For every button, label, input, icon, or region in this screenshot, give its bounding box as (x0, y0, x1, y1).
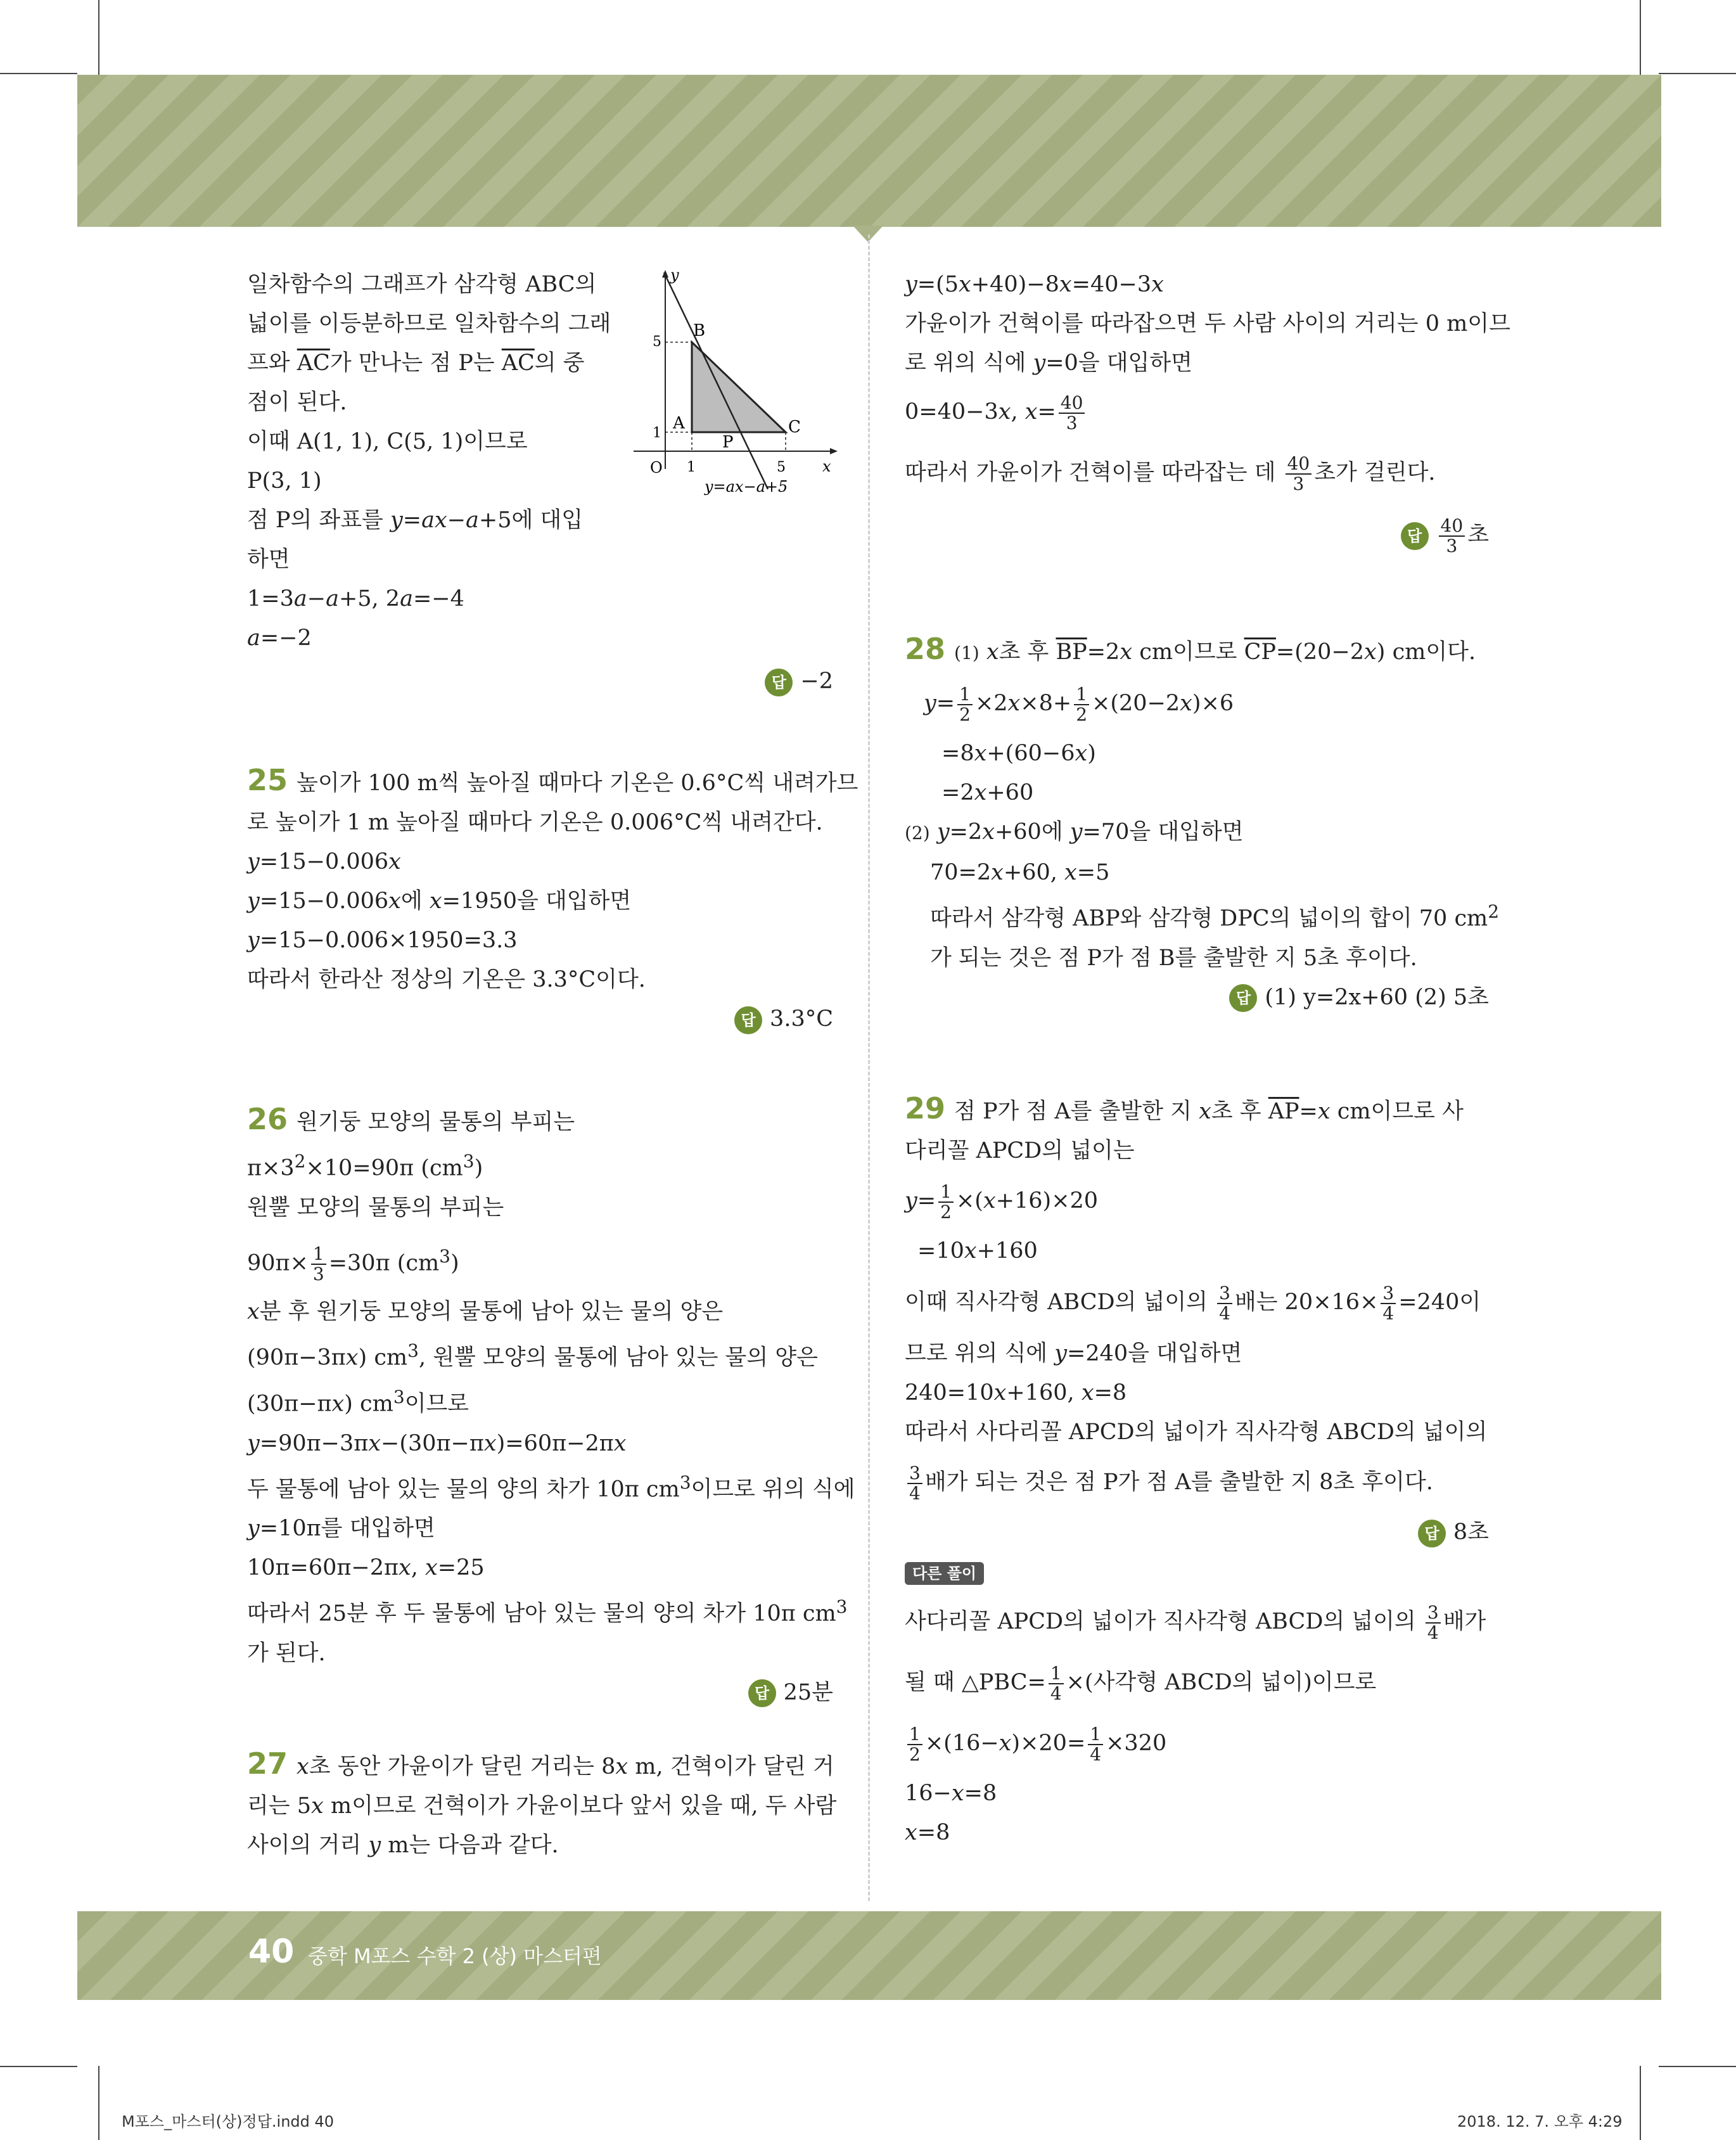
text-line: 넓이를 이등분하므로 일차함수의 그래 (247, 311, 611, 336)
text-line: 240=10x+160, x=8 (905, 1380, 1127, 1406)
q29-solution (905, 1089, 1489, 1852)
text-line: 10π=60π−2πx, x=25 (247, 1555, 485, 1581)
text-line: 일차함수의 그래프가 삼각형 ABC의 (247, 272, 597, 297)
q28-answer: 답 (1) y=2x+60 (2) 5초 (905, 978, 1489, 1017)
text-line: x분 후 원기둥 모양의 물통에 남아 있는 물의 양은 (247, 1299, 724, 1325)
tick-label: 5 (653, 334, 661, 350)
text-line: 0=40−3x, x= $\frac{40}{3}$ (905, 383, 1489, 441)
text-line: (2) y=2x+60에 y=70을 대입하면 (905, 819, 1244, 845)
book-title: 중학 M포스 수학 2 (상) 마스터편 (308, 1944, 602, 1968)
text-line: 다리꼴 APCD의 넓이는 (905, 1138, 1135, 1163)
text-line: 프와 $\overline{AC}$가 만나는 점 P는 $\overline{AC}$의 중 (247, 350, 585, 376)
header-band (77, 75, 1661, 227)
q24-answer (247, 662, 833, 701)
text-line: $\pi\times 3^2\times 10=90\pi$ $(cm^3)$ (247, 1151, 483, 1181)
question-number: 28 (905, 632, 946, 666)
text-line: 따라서 25분 후 두 물통에 남아 있는 물의 양의 차가 10π $cm^3$ (247, 1596, 848, 1627)
text-line: y=15−0.006x에 x=1950을 대입하면 (247, 888, 632, 914)
text-line: 하면 (247, 547, 290, 572)
text-line: 사다리꼴 APCD의 넓이가 직사각형 ABCD의 넓이의 $\frac{3}{4}$ 배가 (905, 1601, 1486, 1643)
q26-answer: 답 25분 (247, 1673, 833, 1712)
answer-badge: 답 (1229, 984, 1257, 1012)
axis-label-y: y (670, 266, 679, 284)
answer-badge: 답 (1401, 522, 1429, 550)
text-line: y= $\frac{1}{2}$ ×(x+16)×20 (905, 1181, 1099, 1222)
alt-solution-tag: 다른 풀이 (905, 1562, 984, 1585)
answer-badge: 답 (765, 669, 793, 696)
text-line: 90π× $\frac{1}{3}$ =30π $(cm^3)$ (247, 1243, 459, 1285)
text-line: 이때 직사각형 ABCD의 넓이의 $\frac{3}{4}$ 배는 20×16× $\frac{3}{4}$ =240이 (905, 1282, 1481, 1324)
text-line: 따라서 한라산 정상의 기온은 3.3°C이다. (247, 967, 646, 992)
text-line: 로 위의 식에 y=0을 대입하면 (905, 350, 1192, 376)
text-line: (30π−πx) $cm^3$이므로 (247, 1386, 469, 1417)
axis-label-x: x (822, 458, 831, 475)
text-line: 25 높이가 100 m씩 높아질 때마다 기온은 0.6°C씩 내려가므 (247, 763, 858, 797)
q24-solution (247, 265, 611, 658)
text-line: 따라서 삼각형 ABP와 삼각형 DPC의 넓이의 합이 70 $cm^2$ (930, 901, 1500, 932)
crop-mark (1640, 2066, 1641, 2140)
crop-mark (0, 73, 77, 74)
page-number: 40 (248, 1933, 295, 1971)
text-line: 26 원기둥 모양의 물통의 부피는 (247, 1102, 575, 1136)
answer-badge: 답 (734, 1006, 762, 1034)
text-line: 가 되는 것은 점 P가 점 B를 출발한 지 5초 후이다. (930, 945, 1417, 971)
text-line: (90π−3πx) $cm^3$, 원뿔 모양의 물통에 남아 있는 물의 양은 (247, 1340, 818, 1371)
text-line: 70=2x+60, x=5 (930, 860, 1110, 885)
text-line: 따라서 사다리꼴 APCD의 넓이가 직사각형 ABCD의 넓이의 (905, 1419, 1488, 1445)
crop-mark (1640, 0, 1641, 75)
text-line: 점이 된다. (247, 390, 347, 415)
text-line: =8x+(60−6x) (941, 741, 1096, 766)
q27-solution (247, 1744, 837, 1865)
text-line: $\frac{1}{2}$ ×(16−x)×20= $\frac{1}{4}$ ×320 (905, 1713, 1489, 1774)
q27-continued (905, 265, 1510, 565)
crop-mark (98, 2066, 99, 2140)
text-line: y=15−0.006×1950=3.3 (247, 928, 518, 953)
question-number: 25 (247, 763, 288, 797)
text-line: =2x+60 (941, 780, 1034, 805)
point-label-p: P (722, 433, 734, 452)
q29-answer: 답 8초 (905, 1513, 1489, 1552)
text-line: y=10π를 대입하면 (247, 1516, 435, 1542)
text-line: y= $\frac{1}{2}$ ×2x×8+ $\frac{1}{2}$ ×(20−2x)×6 (924, 683, 1234, 725)
question-number: 27 (247, 1746, 288, 1781)
text-line: 27 x초 동안 가윤이가 달린 거리는 8x m, 건혁이가 달린 거 (247, 1746, 834, 1781)
q27-answer: 답 $\frac{40}{3}$ 초 (905, 504, 1489, 565)
text-line: y=(5x+40)−8x=40−3x (905, 272, 1164, 297)
triangle-abc (692, 342, 786, 432)
slug-filename: M포스_마스터(상)정답.indd 40 (122, 2113, 335, 2130)
tick-label: 1 (687, 459, 696, 475)
crop-mark (1659, 2066, 1736, 2067)
text-line: 28 (1) x초 후 $\overline{BP}=2x$ cm이므로 $\overline{CP}=(20-2x)$ cm이다. (905, 632, 1476, 666)
q26-solution (247, 1099, 855, 1712)
text-line: x=8 (905, 1820, 950, 1845)
text-line: =10x+160 (917, 1238, 1038, 1264)
alt-solution-row (905, 1552, 1489, 1591)
tick-label: 1 (653, 425, 661, 441)
point-label-c: C (788, 418, 801, 437)
text-line: 가 된다. (247, 1640, 326, 1666)
text-line: 두 물통에 남아 있는 물의 양의 차가 10π $cm^3$이므로 위의 식에 (247, 1471, 855, 1502)
text-line: 점 P의 좌표를 y=ax−a+5에 대입 (247, 508, 584, 533)
origin-label: O (650, 459, 663, 477)
tick-label: 5 (777, 459, 786, 475)
text-line: 따라서 가윤이가 건혁이를 따라잡는 데 $\frac{40}{3}$ 초가 걸린다. (905, 452, 1436, 494)
text-line: 사이의 거리 y m는 다음과 같다. (247, 1833, 559, 1858)
text-line: 가윤이가 건혁이를 따라잡으면 두 사람 사이의 거리는 0 m이므 (905, 311, 1510, 336)
question-number: 29 (905, 1091, 946, 1125)
linear-function-graph (627, 266, 843, 507)
q25-solution (247, 760, 858, 1039)
point-label-b: B (693, 321, 706, 340)
q28-solution (905, 629, 1500, 1017)
answer-badge: 답 (1418, 1520, 1446, 1547)
text-line: 16−x=8 (905, 1781, 997, 1806)
function-line (664, 272, 768, 489)
text-line: a=−2 (247, 625, 312, 651)
x-axis-arrow (830, 448, 838, 454)
point-label-a: A (673, 414, 685, 433)
crop-mark (98, 0, 99, 75)
text-line: 원뿔 모양의 물통의 부피는 (247, 1195, 504, 1221)
column-divider (868, 234, 870, 1901)
text-line: 29 점 P가 점 A를 출발한 지 x초 후 $\overline{AP}=x$ cm이므로 사 (905, 1091, 1464, 1125)
slug-timestamp: 2018. 12. 7. 오후 4:29 (1457, 2113, 1623, 2130)
text-line: 이때 A(1, 1), C(5, 1)이므로 (247, 429, 528, 454)
text-line: 될 때 △PBC= $\frac{1}{4}$ ×(사각형 ABCD의 넓이)이므로 (905, 1662, 1377, 1704)
answer-badge: 답 (748, 1679, 776, 1707)
question-number: 26 (247, 1102, 288, 1136)
text-line: y=15−0.006x (247, 849, 401, 875)
text-line: 리는 5x m이므로 건혁이가 가윤이보다 앞서 있을 때, 두 사람 (247, 1793, 837, 1819)
text-line: 1=3a−a+5, 2a=−4 (247, 586, 464, 612)
crop-mark (1659, 73, 1736, 74)
line-label: y=ax−a+5 (705, 478, 788, 496)
crop-mark (0, 2066, 77, 2067)
text-line: 로 높이가 1 m 높아질 때마다 기온은 0.006°C씩 내려간다. (247, 810, 823, 835)
text-line: 므로 위의 식에 y=240을 대입하면 (905, 1341, 1242, 1366)
text-line: $\frac{3}{4}$ 배가 되는 것은 점 P가 점 A를 출발한 지 8초 후이다. (905, 1452, 1489, 1513)
text-line: P(3, 1) (247, 468, 322, 494)
q25-answer: 답 3.3°C (247, 999, 833, 1039)
answer-value: −2 (800, 669, 833, 694)
text-line: y=90π−3πx−(30π−πx)=60π−2πx (247, 1430, 627, 1456)
